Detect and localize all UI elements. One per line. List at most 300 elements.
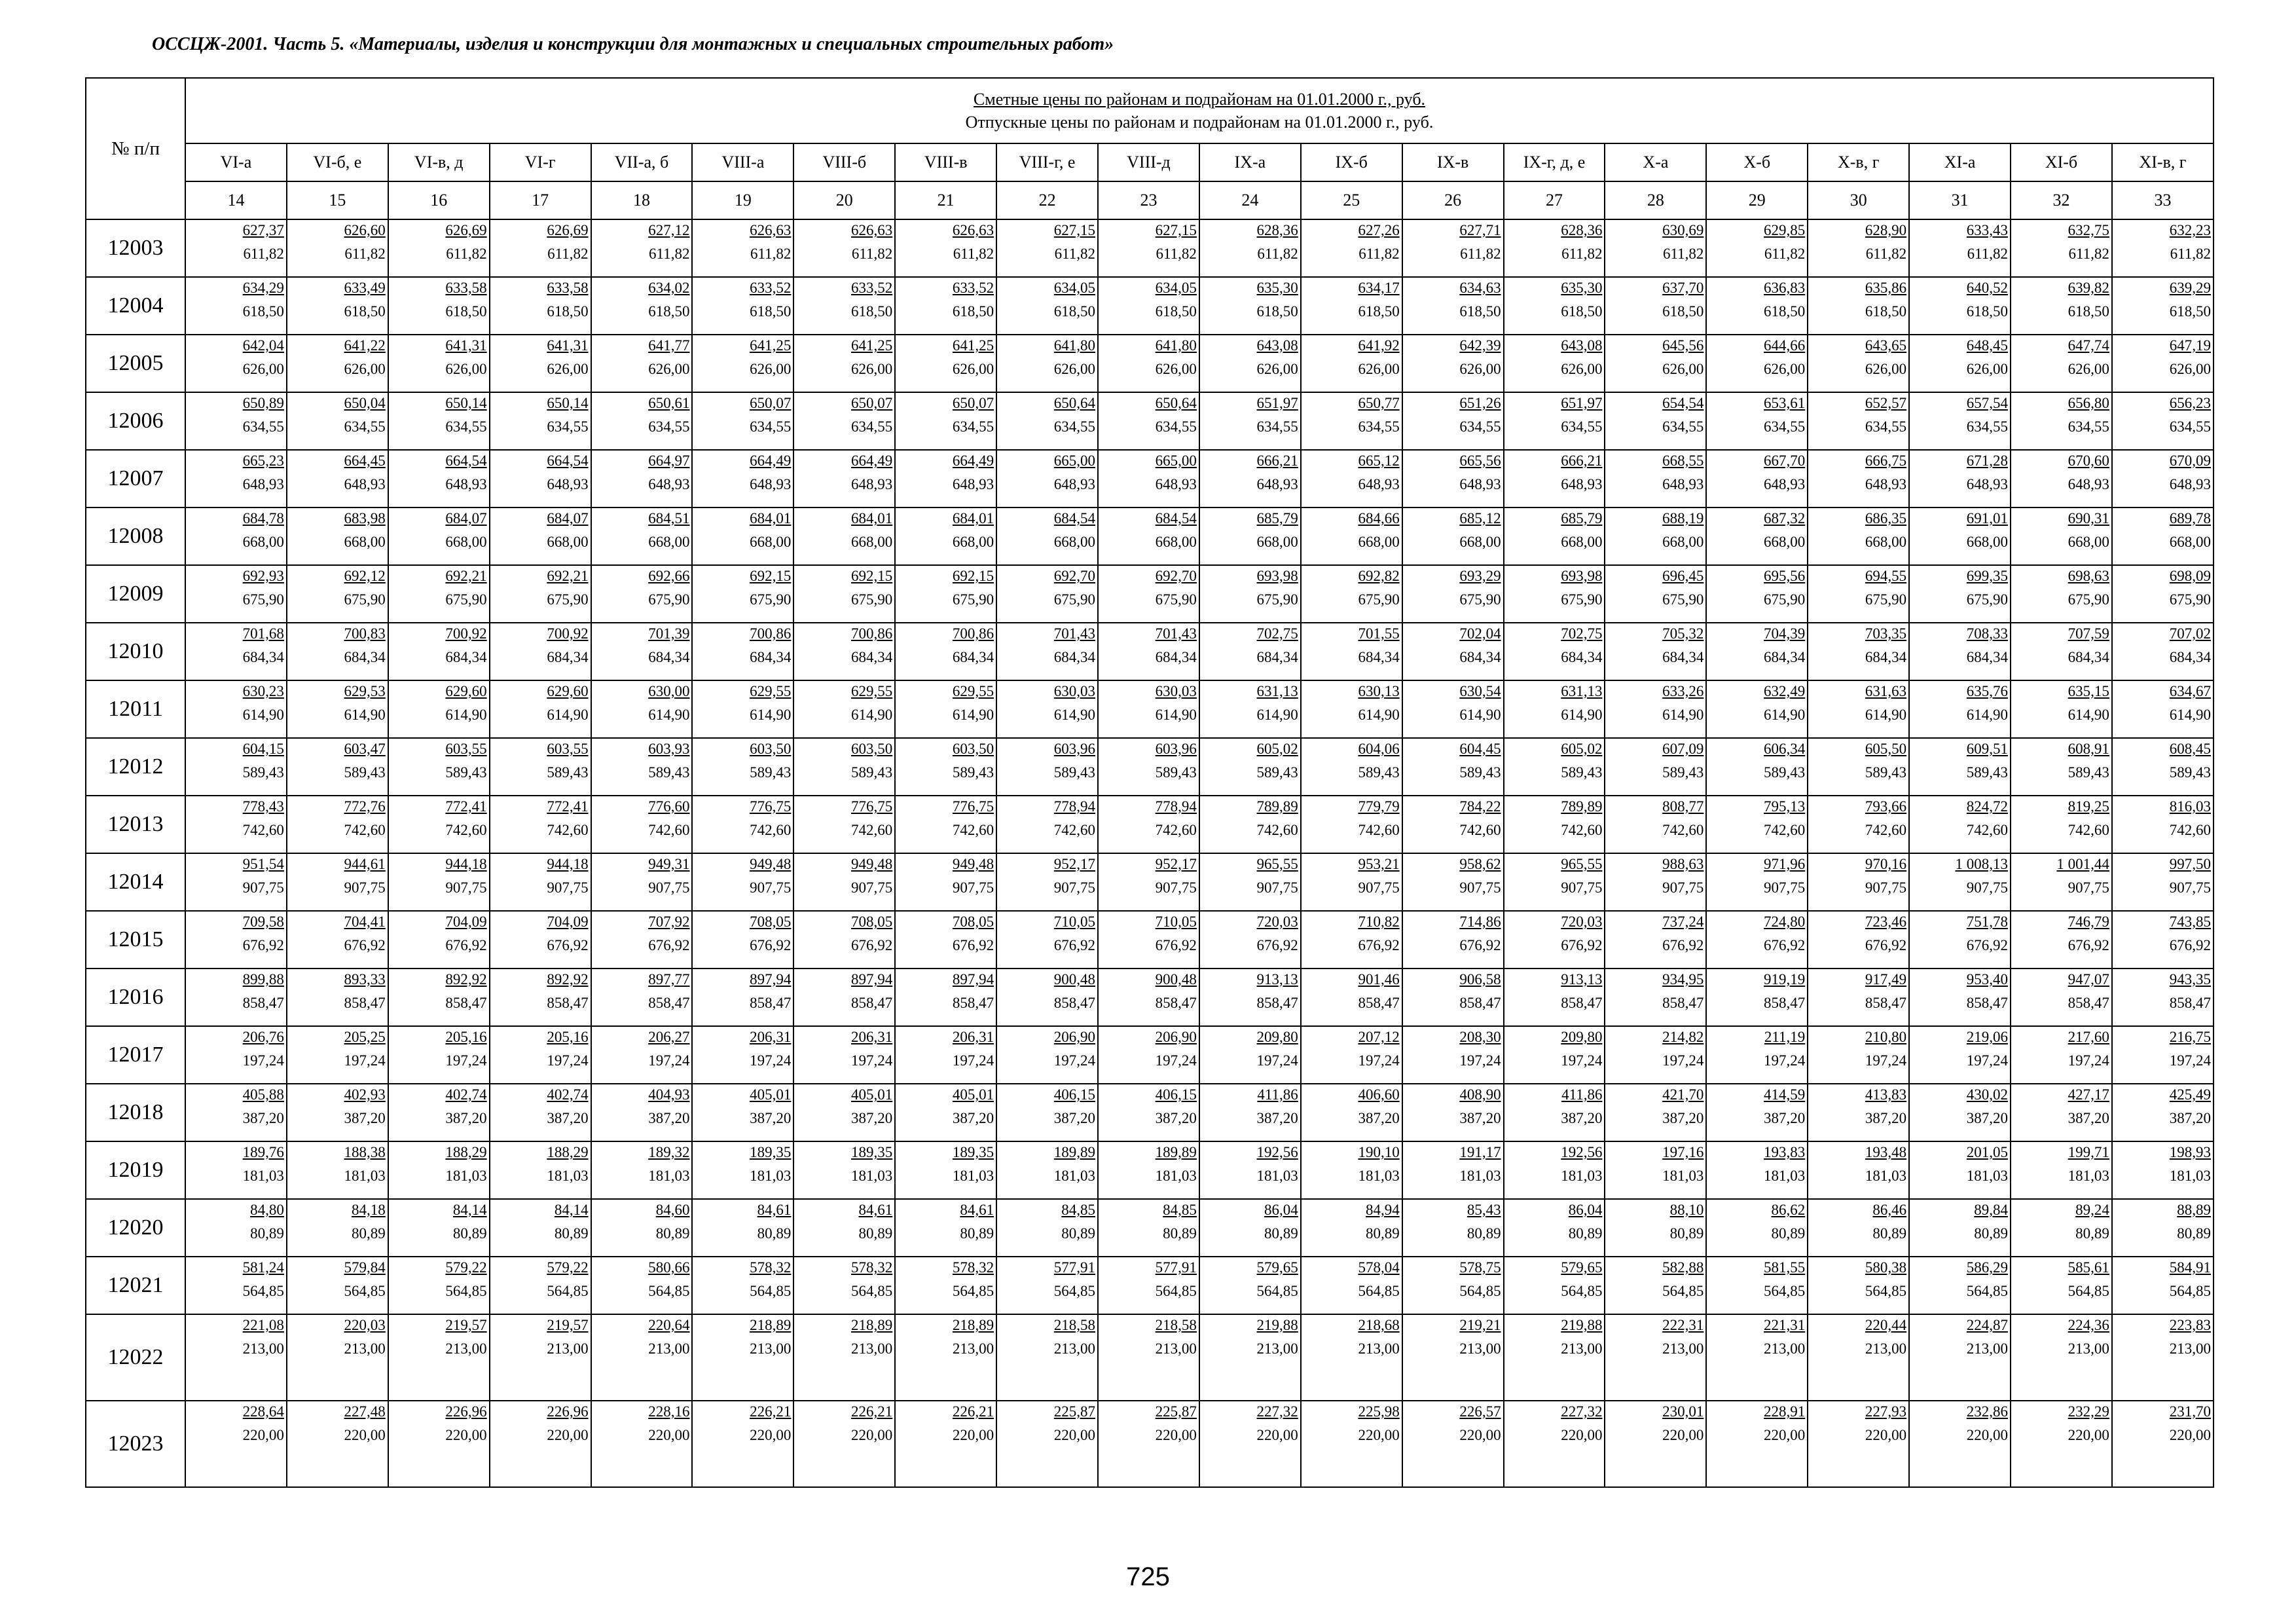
district-header: X-а xyxy=(1605,143,1706,181)
wholesale-price: 387,20 xyxy=(1966,1110,2009,1126)
estimated-price: 414,59 xyxy=(1764,1086,1806,1103)
price-cell xyxy=(591,335,693,392)
row-id: 12015 xyxy=(86,911,185,969)
price-cell xyxy=(692,507,793,565)
caption-wholesale: Отпускные цены по районам и подрайонам на 01.01.2000 г., руб. xyxy=(965,113,1434,132)
estimated-price: 650,61 xyxy=(648,395,690,411)
estimated-price: 582,88 xyxy=(1662,1259,1704,1276)
estimated-price: 641,92 xyxy=(1358,337,1400,354)
wholesale-price: 648,93 xyxy=(1561,476,1603,492)
price-cell xyxy=(388,796,490,853)
price-cell xyxy=(1098,1314,1199,1401)
estimated-price: 684,01 xyxy=(952,510,994,526)
price-cell xyxy=(388,392,490,450)
estimated-price: 720,03 xyxy=(1256,913,1298,930)
estimated-price: 585,61 xyxy=(2068,1259,2109,1276)
wholesale-price: 907,75 xyxy=(1358,879,1400,896)
price-cell xyxy=(185,1314,287,1401)
estimated-price: 666,75 xyxy=(1865,452,1907,469)
wholesale-price: 675,90 xyxy=(1865,591,1907,608)
estimated-price: 808,77 xyxy=(1662,798,1704,815)
price-cell xyxy=(490,1199,591,1257)
wholesale-price: 618,50 xyxy=(1155,303,1197,320)
estimated-price: 216,75 xyxy=(2169,1029,2211,1045)
price-cell xyxy=(1402,853,1504,911)
estimated-price: 630,13 xyxy=(1358,683,1400,699)
estimated-price: 704,09 xyxy=(547,913,589,930)
price-cell xyxy=(185,1084,287,1141)
price-cell xyxy=(287,392,388,450)
wholesale-price: 589,43 xyxy=(445,764,487,781)
wholesale-price: 197,24 xyxy=(1764,1052,1806,1069)
price-cell xyxy=(1808,796,1909,853)
estimated-price: 692,21 xyxy=(547,568,589,584)
estimated-price: 579,22 xyxy=(445,1259,487,1276)
price-cell xyxy=(996,738,1098,796)
wholesale-price: 614,90 xyxy=(1358,707,1400,723)
estimated-price: 714,86 xyxy=(1459,913,1501,930)
wholesale-price: 197,24 xyxy=(2169,1052,2211,1069)
column-number: 16 xyxy=(388,181,490,219)
wholesale-price: 181,03 xyxy=(1865,1168,1907,1184)
wholesale-price: 626,00 xyxy=(1358,361,1400,377)
table-row xyxy=(86,853,2214,911)
wholesale-price: 858,47 xyxy=(1358,995,1400,1011)
wholesale-price: 564,85 xyxy=(1459,1283,1501,1299)
price-cell xyxy=(1301,277,1402,335)
estimated-price: 665,00 xyxy=(1053,452,1096,469)
estimated-price: 692,12 xyxy=(344,568,386,584)
estimated-price: 604,15 xyxy=(242,741,284,757)
wholesale-price: 564,85 xyxy=(547,1283,589,1299)
estimated-price: 707,92 xyxy=(648,913,690,930)
price-cell xyxy=(1909,796,2011,853)
wholesale-price: 213,00 xyxy=(1764,1340,1806,1357)
price-cell xyxy=(793,1199,895,1257)
wholesale-price: 676,92 xyxy=(1764,937,1806,953)
price-cell xyxy=(1504,450,1605,507)
wholesale-price: 611,82 xyxy=(1967,246,2009,262)
wholesale-price: 614,90 xyxy=(445,707,487,723)
price-cell xyxy=(388,1141,490,1199)
price-table xyxy=(85,77,2214,1488)
price-cell xyxy=(1402,738,1504,796)
estimated-price: 209,80 xyxy=(1561,1029,1603,1045)
wholesale-price: 907,75 xyxy=(1662,879,1704,896)
price-cell xyxy=(996,392,1098,450)
district-header: XI-б xyxy=(2011,143,2112,181)
price-cell xyxy=(591,1141,693,1199)
estimated-price: 605,02 xyxy=(1561,741,1603,757)
estimated-price: 650,07 xyxy=(952,395,994,411)
row-id: 12004 xyxy=(86,277,185,335)
wholesale-price: 668,00 xyxy=(1561,534,1603,550)
price-cell xyxy=(1909,1199,2011,1257)
wholesale-price: 181,03 xyxy=(952,1168,994,1184)
price-cell xyxy=(1301,796,1402,853)
price-cell xyxy=(490,565,591,623)
wholesale-price: 181,03 xyxy=(344,1168,386,1184)
estimated-price: 666,21 xyxy=(1561,452,1603,469)
price-cell xyxy=(996,680,1098,738)
wholesale-price: 742,60 xyxy=(850,822,893,838)
estimated-price: 189,35 xyxy=(952,1144,994,1160)
row-id: 12009 xyxy=(86,565,185,623)
table-row xyxy=(86,738,2214,796)
estimated-price: 641,25 xyxy=(952,337,994,354)
estimated-price: 642,39 xyxy=(1459,337,1501,354)
price-cell xyxy=(692,969,793,1026)
price-cell xyxy=(1098,738,1199,796)
wholesale-price: 618,50 xyxy=(1764,303,1806,320)
estimated-price: 630,69 xyxy=(1662,222,1704,238)
row-id: 12005 xyxy=(86,335,185,392)
wholesale-price: 648,93 xyxy=(1662,476,1704,492)
price-cell xyxy=(287,796,388,853)
price-cell xyxy=(1098,623,1199,680)
wholesale-price: 387,20 xyxy=(2169,1110,2211,1126)
estimated-price: 634,05 xyxy=(1155,280,1197,296)
estimated-price: 232,29 xyxy=(2068,1403,2109,1420)
estimated-price: 651,26 xyxy=(1459,395,1501,411)
estimated-price: 190,10 xyxy=(1358,1144,1400,1160)
estimated-price: 971,96 xyxy=(1764,856,1806,872)
wholesale-price: 387,20 xyxy=(242,1110,284,1126)
price-cell xyxy=(490,450,591,507)
estimated-price: 997,50 xyxy=(2169,856,2211,872)
price-cell xyxy=(2011,911,2112,969)
estimated-price: 86,62 xyxy=(1771,1202,1806,1218)
price-cell xyxy=(2011,1257,2112,1314)
estimated-price: 906,58 xyxy=(1459,971,1501,987)
wholesale-price: 80,89 xyxy=(1872,1225,1907,1242)
estimated-price: 702,75 xyxy=(1561,625,1603,642)
price-cell xyxy=(287,680,388,738)
wholesale-price: 858,47 xyxy=(547,995,589,1011)
district-header: IX-а xyxy=(1199,143,1301,181)
estimated-price: 208,30 xyxy=(1459,1029,1501,1045)
price-cell xyxy=(287,738,388,796)
wholesale-price: 197,24 xyxy=(1155,1052,1197,1069)
wholesale-price: 626,00 xyxy=(1256,361,1298,377)
wholesale-price: 589,43 xyxy=(1764,764,1806,781)
column-number: 23 xyxy=(1098,181,1199,219)
price-cell xyxy=(287,853,388,911)
price-cell xyxy=(490,1084,591,1141)
estimated-price: 665,12 xyxy=(1358,452,1400,469)
price-cell xyxy=(388,853,490,911)
estimated-price: 648,45 xyxy=(1966,337,2009,354)
estimated-price: 405,01 xyxy=(750,1086,792,1103)
price-cell xyxy=(1605,392,1706,450)
wholesale-price: 676,92 xyxy=(2068,937,2109,953)
estimated-price: 189,35 xyxy=(750,1144,792,1160)
estimated-price: 405,88 xyxy=(242,1086,284,1103)
estimated-price: 633,52 xyxy=(952,280,994,296)
district-header: VI-в, д xyxy=(388,143,490,181)
price-cell xyxy=(1504,565,1605,623)
estimated-price: 650,14 xyxy=(547,395,589,411)
wholesale-price: 197,24 xyxy=(344,1052,386,1069)
wholesale-price: 676,92 xyxy=(1561,937,1603,953)
estimated-price: 707,59 xyxy=(2068,625,2109,642)
price-cell xyxy=(1402,680,1504,738)
estimated-price: 411,86 xyxy=(1561,1086,1603,1103)
price-cell xyxy=(2011,507,2112,565)
wholesale-price: 181,03 xyxy=(1155,1168,1197,1184)
wholesale-price: 675,90 xyxy=(750,591,792,608)
price-cell xyxy=(591,507,693,565)
price-cell xyxy=(996,1199,1098,1257)
estimated-price: 580,66 xyxy=(648,1259,690,1276)
price-cell xyxy=(1301,335,1402,392)
wholesale-price: 907,75 xyxy=(1865,879,1907,896)
estimated-price: 630,03 xyxy=(1155,683,1197,699)
wholesale-price: 614,90 xyxy=(1459,707,1501,723)
estimated-price: 402,74 xyxy=(547,1086,589,1103)
price-cell xyxy=(1199,277,1301,335)
price-cell xyxy=(1605,1401,1706,1487)
wholesale-price: 858,47 xyxy=(1459,995,1501,1011)
price-cell xyxy=(287,1314,388,1401)
price-cell xyxy=(591,565,693,623)
wholesale-price: 634,55 xyxy=(952,418,994,435)
price-cell xyxy=(2112,1084,2214,1141)
estimated-price: 965,55 xyxy=(1256,856,1298,872)
wholesale-price: 564,85 xyxy=(952,1283,994,1299)
estimated-price: 650,14 xyxy=(445,395,487,411)
table-row xyxy=(86,911,2214,969)
estimated-price: 667,70 xyxy=(1764,452,1806,469)
price-cell xyxy=(895,450,996,507)
price-cell xyxy=(1098,335,1199,392)
wholesale-price: 858,47 xyxy=(1053,995,1096,1011)
table-row xyxy=(86,219,2214,277)
price-cell xyxy=(793,277,895,335)
wholesale-price: 742,60 xyxy=(344,822,386,838)
wholesale-price: 626,00 xyxy=(952,361,994,377)
estimated-price: 86,04 xyxy=(1264,1202,1298,1218)
row-id: 12007 xyxy=(86,450,185,507)
wholesale-price: 589,43 xyxy=(344,764,386,781)
wholesale-price: 676,92 xyxy=(242,937,284,953)
price-cell xyxy=(1808,738,1909,796)
price-cell xyxy=(1605,565,1706,623)
estimated-price: 630,00 xyxy=(648,683,690,699)
price-cell xyxy=(692,738,793,796)
wholesale-price: 907,75 xyxy=(1764,879,1806,896)
price-cell xyxy=(1504,1314,1605,1401)
estimated-price: 899,88 xyxy=(242,971,284,987)
price-cell xyxy=(996,796,1098,853)
price-cell xyxy=(1098,969,1199,1026)
price-cell xyxy=(490,738,591,796)
price-cell xyxy=(2112,680,2214,738)
estimated-price: 226,96 xyxy=(547,1403,589,1420)
estimated-price: 199,71 xyxy=(2068,1144,2109,1160)
estimated-price: 684,07 xyxy=(547,510,589,526)
table-row xyxy=(86,392,2214,450)
estimated-price: 692,21 xyxy=(445,568,487,584)
estimated-price: 970,16 xyxy=(1865,856,1907,872)
wholesale-price: 907,75 xyxy=(850,879,893,896)
price-cell xyxy=(2112,507,2214,565)
wholesale-price: 668,00 xyxy=(2169,534,2211,550)
wholesale-price: 181,03 xyxy=(242,1168,284,1184)
price-cell xyxy=(1301,911,1402,969)
price-cell xyxy=(2112,335,2214,392)
wholesale-price: 858,47 xyxy=(1256,995,1298,1011)
estimated-price: 743,85 xyxy=(2169,913,2211,930)
estimated-price: 778,94 xyxy=(1155,798,1197,815)
estimated-price: 671,28 xyxy=(1966,452,2009,469)
estimated-price: 689,78 xyxy=(2169,510,2211,526)
price-cell xyxy=(388,623,490,680)
estimated-price: 647,19 xyxy=(2169,337,2211,354)
price-cell xyxy=(1706,969,1808,1026)
estimated-price: 631,63 xyxy=(1865,683,1907,699)
estimated-price: 795,13 xyxy=(1764,798,1806,815)
wholesale-price: 614,90 xyxy=(750,707,792,723)
price-cell xyxy=(1909,277,2011,335)
estimated-price: 603,55 xyxy=(547,741,589,757)
price-cell xyxy=(287,1199,388,1257)
estimated-price: 641,80 xyxy=(1053,337,1096,354)
estimated-price: 84,85 xyxy=(1061,1202,1096,1218)
price-cell xyxy=(1808,969,1909,1026)
wholesale-price: 564,85 xyxy=(1561,1283,1603,1299)
table-row xyxy=(86,1084,2214,1141)
price-cell xyxy=(591,969,693,1026)
wholesale-price: 684,34 xyxy=(2068,649,2109,665)
table-row xyxy=(86,507,2214,565)
row-id: 12008 xyxy=(86,507,185,565)
price-cell xyxy=(1605,450,1706,507)
price-cell xyxy=(996,853,1098,911)
price-cell xyxy=(1098,680,1199,738)
estimated-price: 421,70 xyxy=(1662,1086,1704,1103)
estimated-price: 651,97 xyxy=(1256,395,1298,411)
price-cell xyxy=(2112,450,2214,507)
estimated-price: 651,97 xyxy=(1561,395,1603,411)
price-cell xyxy=(1098,565,1199,623)
wholesale-price: 387,20 xyxy=(1764,1110,1806,1126)
wholesale-price: 675,90 xyxy=(1155,591,1197,608)
estimated-price: 816,03 xyxy=(2169,798,2211,815)
estimated-price: 408,90 xyxy=(1459,1086,1501,1103)
estimated-price: 642,04 xyxy=(242,337,284,354)
estimated-price: 789,89 xyxy=(1561,798,1603,815)
wholesale-price: 589,43 xyxy=(1459,764,1501,781)
price-cell xyxy=(388,1026,490,1084)
wholesale-price: 668,00 xyxy=(2068,534,2109,550)
estimated-price: 652,57 xyxy=(1865,395,1907,411)
wholesale-price: 618,50 xyxy=(2068,303,2109,320)
wholesale-price: 742,60 xyxy=(1053,822,1096,838)
district-header: VI-а xyxy=(185,143,287,181)
wholesale-price: 742,60 xyxy=(445,822,487,838)
wholesale-price: 181,03 xyxy=(1966,1168,2009,1184)
estimated-price: 901,46 xyxy=(1358,971,1400,987)
wholesale-price: 80,89 xyxy=(352,1225,386,1242)
column-number: 25 xyxy=(1301,181,1402,219)
row-id: 12016 xyxy=(86,969,185,1026)
price-cell xyxy=(1402,1401,1504,1487)
wholesale-price: 618,50 xyxy=(1053,303,1096,320)
estimated-price: 626,63 xyxy=(750,222,792,238)
wholesale-price: 564,85 xyxy=(2068,1283,2109,1299)
wholesale-price: 742,60 xyxy=(750,822,792,838)
wholesale-price: 220,00 xyxy=(344,1427,386,1443)
wholesale-price: 648,93 xyxy=(1459,476,1501,492)
price-cell xyxy=(185,450,287,507)
wholesale-price: 611,82 xyxy=(2068,246,2109,262)
price-cell xyxy=(793,623,895,680)
estimated-price: 84,60 xyxy=(655,1202,690,1218)
price-cell xyxy=(692,1141,793,1199)
wholesale-price: 564,85 xyxy=(648,1283,690,1299)
price-cell xyxy=(287,277,388,335)
estimated-price: 406,60 xyxy=(1358,1086,1400,1103)
estimated-price: 221,31 xyxy=(1764,1317,1806,1333)
wholesale-price: 611,82 xyxy=(1662,246,1704,262)
price-cell xyxy=(2112,219,2214,277)
wholesale-price: 614,90 xyxy=(1256,707,1298,723)
wholesale-price: 676,92 xyxy=(547,937,589,953)
wholesale-price: 387,20 xyxy=(952,1110,994,1126)
wholesale-price: 80,89 xyxy=(452,1225,487,1242)
estimated-price: 220,64 xyxy=(648,1317,690,1333)
wholesale-price: 618,50 xyxy=(648,303,690,320)
estimated-price: 644,66 xyxy=(1764,337,1806,354)
caption-estimated: Сметные цены по районам и подрайонам на 01.01.2000 г., руб. xyxy=(973,90,1426,109)
table-row xyxy=(86,277,2214,335)
price-cell xyxy=(895,277,996,335)
price-cell xyxy=(793,507,895,565)
price-cell xyxy=(996,1314,1098,1401)
wholesale-price: 213,00 xyxy=(2169,1340,2211,1357)
price-cell xyxy=(692,335,793,392)
table-row xyxy=(86,969,2214,1026)
estimated-price: 650,89 xyxy=(242,395,284,411)
estimated-price: 952,17 xyxy=(1155,856,1197,872)
estimated-price: 188,29 xyxy=(547,1144,589,1160)
estimated-price: 219,57 xyxy=(445,1317,487,1333)
price-cell xyxy=(388,1084,490,1141)
wholesale-price: 618,50 xyxy=(952,303,994,320)
price-cell xyxy=(1098,1084,1199,1141)
wholesale-price: 614,90 xyxy=(1662,707,1704,723)
price-cell xyxy=(490,969,591,1026)
estimated-price: 578,32 xyxy=(952,1259,994,1276)
price-cell xyxy=(2112,277,2214,335)
price-cell xyxy=(1402,623,1504,680)
price-cell xyxy=(287,450,388,507)
wholesale-price: 614,90 xyxy=(1764,707,1806,723)
wholesale-price: 80,89 xyxy=(1163,1225,1197,1242)
wholesale-price: 907,75 xyxy=(242,879,284,896)
estimated-price: 953,40 xyxy=(1966,971,2009,987)
price-cell xyxy=(1605,1314,1706,1401)
price-cell xyxy=(1706,507,1808,565)
estimated-price: 724,80 xyxy=(1764,913,1806,930)
estimated-price: 701,68 xyxy=(242,625,284,642)
price-cell xyxy=(490,219,591,277)
estimated-price: 776,75 xyxy=(952,798,994,815)
estimated-price: 772,76 xyxy=(344,798,386,815)
wholesale-price: 676,92 xyxy=(1662,937,1704,953)
price-cell xyxy=(692,1199,793,1257)
